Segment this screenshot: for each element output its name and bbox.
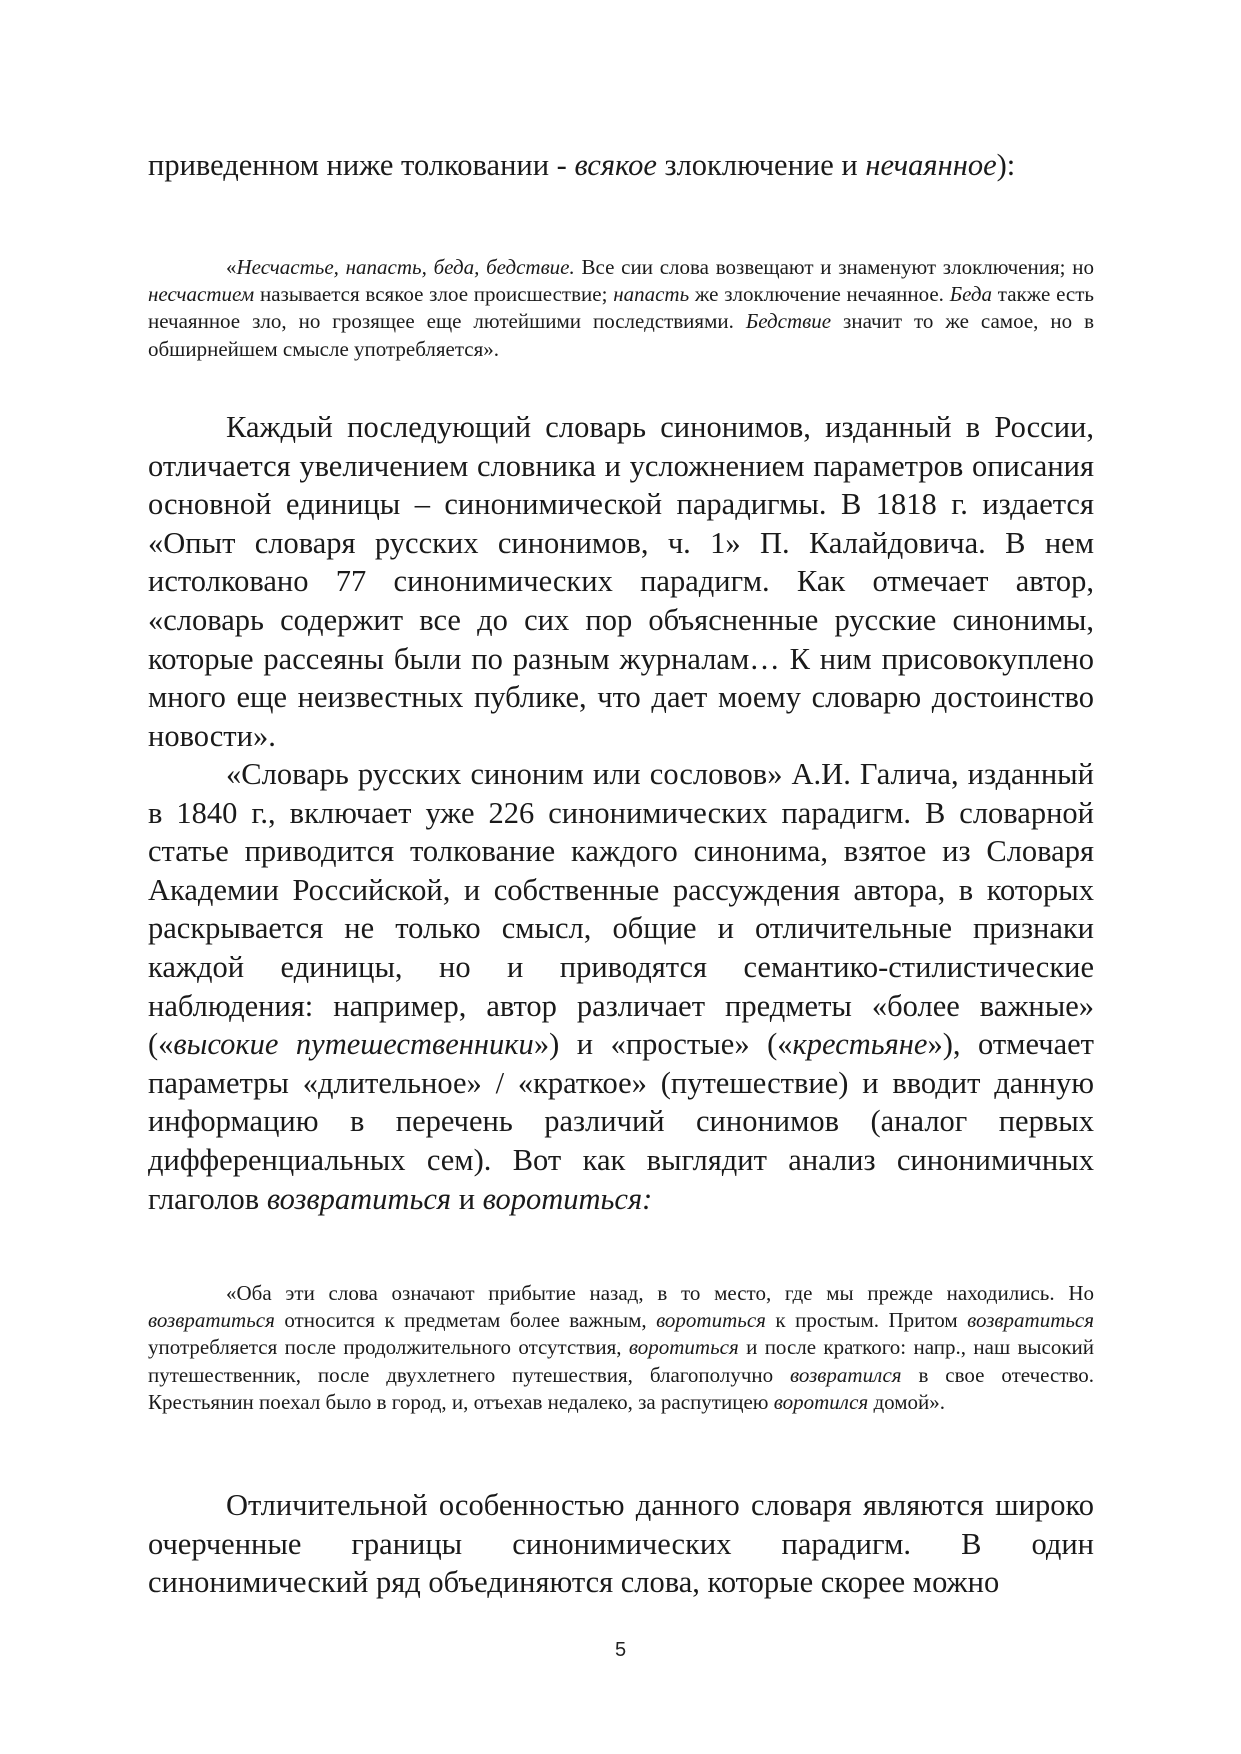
text-run: называется всякое злое происшествие;: [254, 282, 614, 307]
text-run: «Оба эти слова означают прибытие назад, в то место, где мы прежде находились. Но: [226, 1281, 1094, 1305]
text-run: значит то же самое, но в обширнейшем смысле употребляется».: [148, 309, 1094, 361]
text-run: »), отмечает параметры «длительное» / «краткое» (путешествие) и вводит данную информацию в перечень различий синонимов (аналог первых дифференциальных сем). Вот как выглядит анализ синонимичных глаголов: [148, 1027, 1095, 1216]
paragraph-1: [148, 408, 1094, 755]
text-run: и: [451, 1181, 483, 1216]
italic-run: несчастием: [148, 282, 255, 307]
italic-run: возвратиться: [148, 1308, 275, 1333]
intro-paragraph: [148, 146, 1094, 185]
italic-run: воротиться:: [482, 1181, 653, 1216]
italic-run: напасть: [613, 282, 690, 307]
quote-block-2: [148, 1280, 1094, 1416]
paragraph-3: [148, 1486, 1094, 1602]
paragraph-3-text: Отличительной особенностью данного словаря являются широко очерченные границы синонимических парадигм. В один синонимический ряд объединяются слова, которые скорее можно: [148, 1488, 1094, 1600]
quote-block-1: [148, 254, 1094, 363]
italic-run: Беда: [949, 282, 993, 307]
italic-run: возвратиться: [266, 1181, 452, 1216]
italic-run: нечаянное: [865, 148, 997, 182]
paragraph-1-text: Каждый последующий словарь синонимов, изданный в России, отличается увеличением словника и усложнением параметров описания основной единицы – синонимической парадигмы. В 1818 г. издается «Опыт словаря русских синонимов, ч. 1» П. Калайдовича. В нем истолковано 77 синонимических парадигм. Как отмечает автор, «словарь содержит все до сих пор объясненные русские синонимы, которые рассеяны были по разным журналам… К ним присовокуплено много еще неизвестных публике, что дает моему словарю достоинство новости».: [148, 410, 1094, 753]
text-run: «Словарь русских синоним или сословов» А.И. Галича, изданный в 1840 г., включает уже 226 синонимических парадигм. В словарной статье приводится толкование каждого синонима, взятое из Словаря Академии Российской, и собственные рассуждения автора, в которых раскрывается не только смысл, общие и отличительные признаки каждой единицы, но и приводятся семантико-стилистические наблюдения: например, автор различает предметы «более важные» («: [148, 757, 1094, 1062]
text-run: ») и «простые» («: [533, 1027, 793, 1062]
text-run: также есть нечаянное зло, но грозящее еще лютейшими последствиями.: [148, 282, 1094, 334]
italic-run: возвратиться: [967, 1308, 1094, 1333]
italic-run: крестьяне: [792, 1027, 928, 1062]
page-number: 5: [614, 1639, 627, 1661]
text-run: домой».: [868, 1389, 946, 1414]
text-run: «: [226, 255, 237, 279]
text-run: Все сии слова возвещают и знаменуют злоключения; но: [574, 255, 1095, 279]
text-run: же злоключение нечаянное.: [689, 282, 950, 307]
text-run: употребляется после продолжительного отсутствия,: [148, 1335, 629, 1360]
text-run: злоключение и: [656, 148, 866, 182]
italic-run: воротиться: [656, 1308, 766, 1333]
italic-run: воротиться: [628, 1335, 739, 1360]
italic-run: высокие путешественники: [173, 1027, 534, 1062]
italic-run: воротился: [773, 1389, 869, 1414]
italic-run: Несчастье, напасть, беда, бедствие.: [236, 255, 575, 279]
italic-run: Бедствие: [745, 309, 832, 334]
text-run: к простым. Притом: [765, 1308, 968, 1333]
italic-run: всякое: [574, 148, 657, 182]
text-run: и после краткого: напр., наш высокий путешественник, после двухлетнего путешествия, благополучно: [148, 1335, 1094, 1387]
text-run: приведенном ниже толковании -: [148, 148, 575, 182]
italic-run: возвратился: [790, 1362, 902, 1387]
text-run: относится к предметам более важным,: [274, 1308, 657, 1333]
text-run: ):: [996, 148, 1016, 182]
paragraph-2: [148, 755, 1094, 1218]
text-run: в свое отечество. Крестьянин поехал было в город, и, отъехав недалеко, за распутицею: [148, 1362, 1094, 1414]
